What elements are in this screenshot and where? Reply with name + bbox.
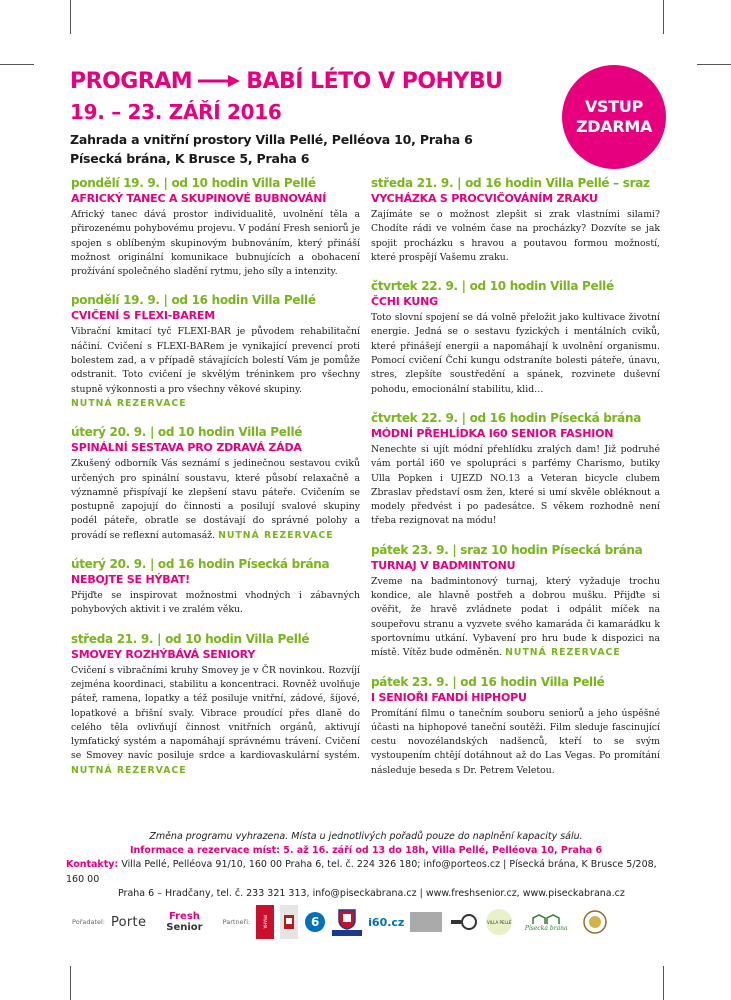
event-datetime: pátek 23. 9. | sraz 10 hodin Písecká brána [371,542,643,557]
event-description [371,208,660,265]
page-footer [66,830,666,902]
event-item [71,632,360,778]
event-description [371,575,660,661]
event-datetime: pátek 23. 9. | od 16 hodin Villa Pellé [371,674,605,689]
free-entry-badge [562,65,666,169]
event-title: VYCHÁZKA S PROCVIČOVÁNÍM ZRAKU [371,192,598,205]
event-description [371,707,660,778]
reservation-required: NUTNÁ REZERVACE [218,529,334,541]
porte-logo: Porte [110,914,147,930]
event-datetime: pondělí 19. 9. | od 10 hodin Villa Pellé [71,176,316,190]
event-description [71,664,360,778]
page-header [70,66,570,168]
event-description [71,589,360,618]
event-description [71,208,360,279]
program-change-note: Změna programu vyhrazena. Místa u jednotlivých pořadů pouze do naplnění kapacity sálu. [149,831,583,842]
event-datetime: středa 21. 9. | od 10 hodin Villa Pellé [71,631,310,646]
venue-address-2: Písecká brána, K Brusce 5, Praha 6 [70,151,310,166]
event-datetime: středa 21. 9. | od 16 hodin Villa Pellé – sraz [371,176,650,190]
arrow-right-icon [198,74,240,88]
city-logo [280,905,298,939]
event-description-text: Africký tanec dává prostor individualitě, uvolnění těla a přirozenému pohybovému projevu. V podání Fresh seniorů je spojen s oblíbeným skupinovým bubnováním, který přináší možnost originální komunikace bubnujících a obohacení prožívání společného sladění rytmu, jeho síly a intenzity. [71,209,360,278]
event-item [71,557,360,618]
reservation-required: NUTNÁ REZERVACE [71,764,187,776]
fresh-senior-logo-line-2: Senior [166,922,203,933]
contacts [66,858,666,902]
fresh-senior-logo [166,911,202,933]
organizer-label: Pořadatel: [72,918,105,926]
reservation-required: NUTNÁ REZERVACE [505,647,621,659]
fresh-senior-logo-line-1: Fresh [168,911,200,922]
event-description-text: Nenechte si ujít módní přehlídku zralých dam! Již podruhé vám portál i60 ve spolupráci s parfémy Charismo, butiky Ulla Popken i UJEZD NO.13 a Veteran bicycle clubem Zbraslav představí osm žen, které si umí skvěle obléknout a modely předvést i po padesátce. S věkem rozhodně není třeba rezignovat na módu! [371,443,660,527]
i60-logo-text: i60.cz [368,915,405,929]
event-description [71,325,360,411]
contacts-line-2: Praha 6 – Hradčany, tel. č. 233 321 313, info@piseckabrana.cz | www.freshsenior.cz, www.piseckabrana.cz [118,888,625,899]
event-title: TURNAJ V BADMINTONU [371,558,516,572]
contacts-label: Kontakty: [66,859,119,870]
villa-pelle-logo [486,909,512,935]
event-description-text: Zkušený odborník Vás seznámí s jedinečnou sestavou cviků určených pro spinální soustavu, které působí relaxačně a významně přispívají ke zlepšení stavu páteře. Cvičením se postupně zapojují do činnosti a posilují svalové skupiny podél páteře, obratle se dostávají do správné polohy a provádí se reflexní automasáž. [71,458,360,541]
reservation-required: NUTNÁ REZERVACE [71,397,187,409]
program-column-right [371,176,660,792]
crop-mark [0,64,34,65]
event-description-text: Přijďte se inspirovat možnostmi vhodných i zábavných pohybových aktivit i ve zralém věku. [71,590,360,616]
event-datetime: úterý 20. 9. | od 10 hodin Villa Pellé [71,425,303,440]
crop-mark [70,966,71,1000]
praha-logo [256,905,274,939]
event-item [371,279,660,397]
event-description [71,457,360,543]
event-item [371,675,660,778]
event-title: SPINÁLNÍ SESTAVA PRO ZDRAVÁ ZÁDA [71,441,302,455]
event-datetime: čtvrtek 22. 9. | od 10 hodin Villa Pellé [371,279,614,294]
event-title: SMOVEY ROZHÝBÁVÁ SENIORY [71,647,256,661]
event-description-text: Zajímáte se o možnost zlepšit si zrak vlastními silami? Chodíte rádi ve volném čase na procházky? Dozvíte se jak spojit procházku s hravou a poutavou formou možností, které prospějí Vašemu zraku. [371,209,660,263]
pisecka-brana-logo-text: Písecká brána [524,924,568,932]
event-item [71,176,360,279]
event-item [371,411,660,529]
event-description [371,311,660,397]
crop-mark [697,64,731,65]
title-row [70,66,570,96]
partner-logos [72,900,672,944]
event-description-text: Promítání filmu o tanečním souboru seniorů a jeho úspěšné účasti na hiphopové taneční soutěži. Film sleduje fascinující cestu novozélandských nadšenců, kteří to se svým vystoupením chtějí dotáhnout až do Las Vegas. Po promítání následuje beseda s Dr. Petrem Veletou. [371,707,660,776]
event-item [71,293,360,411]
event-title: ČCHI KUNG [371,295,438,309]
event-description-text: Vibrační kmitací tyč FLEXI-BAR je původem rehabilitační náčiní. Cvičení s FLEXI-BARem je vynikající prevencí proti bolestem zad, a v případě stávajících bolestí Vám je pomůže odstranit. Toto cvičení je skvělým tréninkem pro všechny stupně výkonnosti a pro všechny věkové skupiny. [71,326,360,395]
event-datetime: úterý 20. 9. | od 16 hodin Písecká brána [71,557,330,572]
reservation-info: Informace a rezervace míst: 5. až 16. září od 13 do 18h, Villa Pellé, Pelléova 10, Praha 6 [129,845,603,856]
crop-mark [70,0,71,34]
praha6-logo-number: 6 [305,912,325,932]
emblem-logo [580,905,610,939]
event-item [71,425,360,543]
praha-logo-text: PRAHA [262,915,268,929]
i60-logo [368,905,404,939]
contacts-line-1: Villa Pellé, Pelléova 91/10, 160 00 Praha 6, tel. č. 224 326 180; info@porteos.cz | Písecká brána, K Brusce 5/208, 160 00 [66,859,657,885]
partner-logo-circle [448,905,480,939]
event-description [371,443,660,529]
page-title: BABÍ LÉTO V POHYBU [246,68,503,94]
event-description-text: Toto slovní spojení se dá volně přeložit jako kultivace životní energie. Jedná se o sestavu fyzických i mentálních cviků, které přinášejí energii a napomáhají k uvolnění organismu. Pomocí cvičení Čchi kungu odstraníte bolesti páteře, únavu, stres, zlepšíte soustředění a spánek, rozvinete duševní pohodu, emocionální stabilitu, klid… [371,312,660,395]
event-title: NEBOJTE SE HÝBAT! [71,573,190,587]
event-title: I SENIOŘI FANDÍ HIPHOPU [371,690,527,704]
praha6-logo [304,905,326,939]
event-title: MÓDNÍ PŘEHLÍDKA I60 SENIOR FASHION [371,426,614,440]
badge-line-1: VSTUP [584,97,644,116]
crop-mark [663,0,664,34]
villa-pelle-logo-text: VILLA PELLÉ [487,919,512,925]
partner-logo-grey [410,912,442,932]
praha6-crest-logo [332,905,362,939]
event-datetime: pondělí 19. 9. | od 16 hodin Villa Pellé [71,293,316,308]
event-title: AFRICKÝ TANEC A SKUPINOVÉ BUBNOVÁNÍ [71,192,327,205]
event-description-text: Cvičení s vibračními kruhy Smovey je v ČR novinkou. Rozvíjí zejména koordinaci, stabilitu a koncentraci. Rovněž uvolňuje páteř, ramena, lopatky a též posiluje vnitřní, zádové, šíjové, lopatkové a břišní svaly. Vibrace proudící přes dlaně do celého těla ovlivňují činnost vnitřních orgánů, aktivují lymfatický systém a napomáhají správnému trávení. Cvičení se Smovey navíc posiluje srdce a kardiovaskulární systém. [71,664,360,762]
event-description-text: Zveme na badmintonový turnaj, který vyžaduje trochu kondice, ale hlavně postřeh a dobrou mušku. Přijďte si ověřit, že hravě zvládnete podat i odpálit míček na soupeřovu stranu a vyzvete svého kamaráda či kamarádku k sportovnímu utkání. Vybavení pro hru bude k dispozici na místě. Vítěz bude odměněn. [371,575,660,659]
event-datetime: čtvrtek 22. 9. | od 16 hodin Písecká brána [371,410,642,425]
event-item [371,176,660,265]
venue-address-1: Zahrada a vnitřní prostory Villa Pellé, Pelléova 10, Praha 6 [70,132,473,147]
pisecka-brana-logo [518,905,574,939]
partners-label: Partneři: [222,918,251,926]
event-dates: 19. – 23. ZÁŘÍ 2016 [70,100,282,124]
event-item [371,543,660,661]
badge-line-2: ZDARMA [575,117,653,136]
program-label: PROGRAM [70,68,193,94]
event-title: CVIČENÍ S FLEXI-BAREM [71,309,215,323]
program-column-left [71,176,360,792]
crop-mark [663,966,664,1000]
